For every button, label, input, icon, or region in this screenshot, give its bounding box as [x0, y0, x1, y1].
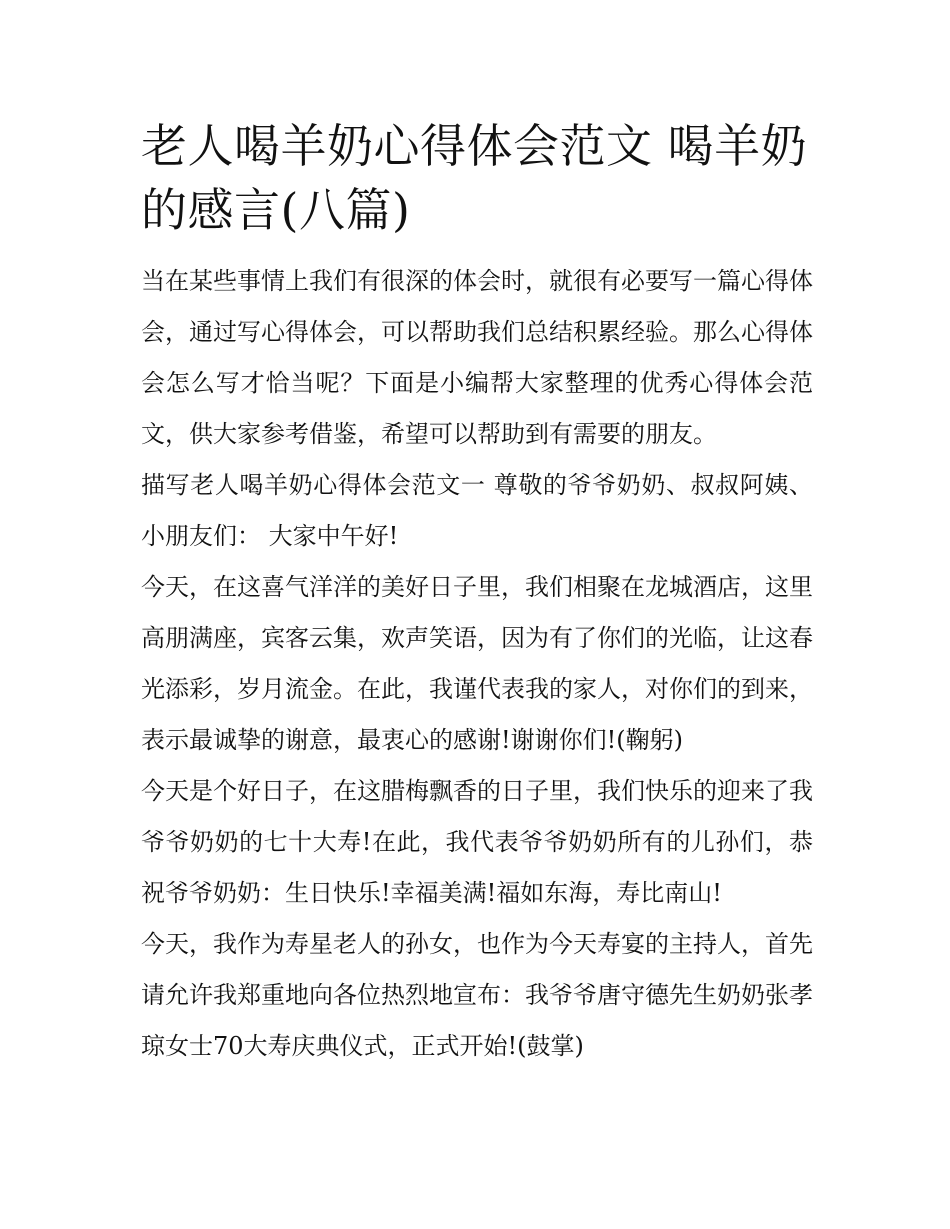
paragraph-welcome: 今天，在这喜气洋洋的美好日子里，我们相聚在龙城酒店，这里高朋满座，宾客云集，欢声笑语，因为有了你们的光临，让这春光添彩，岁月流金。在此，我谨代表我的家人，对你们的到来，表示最诚挚的谢意，最衷心的感谢!谢谢你们!(鞠躬) — [141, 573, 813, 754]
paragraph-intro: 当在某些事情上我们有很深的体会时，就很有必要写一篇心得体会，通过写心得体会，可以帮助我们总结积累经验。那么心得体会怎么写才恰当呢？下面是小编帮大家整理的优秀心得体会范文，供大家参考借鉴，希望可以帮助到有需要的朋友。 — [141, 267, 813, 448]
document-body — [141, 114, 813, 1072]
document-title: 老人喝羊奶心得体会范文 喝羊奶的感言(八篇) — [141, 119, 808, 237]
paragraph-ceremony: 今天，我作为寿星老人的孙女，也作为今天寿宴的主持人，首先请允许我郑重地向各位热烈地宣布：我爷爷唐守德先生奶奶张孝琼女士70大寿庆典仪式，正式开始!(鼓掌) — [141, 930, 813, 1060]
paragraph-birthday: 今天是个好日子，在这腊梅飘香的日子里，我们快乐的迎来了我爷爷奶奶的七十大寿!在此，我代表爷爷奶奶所有的儿孙们，恭祝爷爷奶奶：生日快乐!幸福美满!福如东海，寿比南山! — [141, 777, 813, 907]
paragraph-greeting: 描写老人喝羊奶心得体会范文一 尊敬的爷爷奶奶、叔叔阿姨、小朋友们： 大家中午好! — [141, 471, 813, 550]
